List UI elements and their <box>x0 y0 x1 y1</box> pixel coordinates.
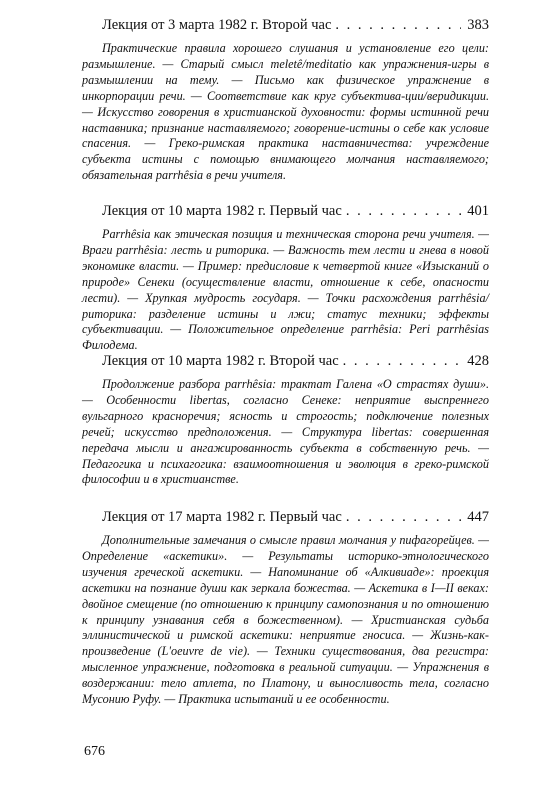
toc-entry <box>82 352 489 488</box>
entry-heading <box>102 202 489 220</box>
entry-summary: Продолжение разбора parrhêsia: трактат Галена «О страстях души». — Особенности libertas, согласно Сенеке: неприятие выспреннего вульгарного красноречия; ясность и строгость; подключение полезных речей; искусство предположения. — Структура libertas: совершенная передача мысли и ангажированность субъекта в собственную речь. — Педагогика и психагогика: взаимоотношения и эволюция в греко-римской философии и в христианстве. <box>82 377 489 487</box>
page-number: 676 <box>84 744 105 759</box>
leader-dots <box>343 352 462 370</box>
toc-entry <box>82 508 489 708</box>
leader-dots <box>346 508 461 526</box>
leader-dots <box>335 16 461 34</box>
entry-title: Лекция от 10 марта 1982 г. Второй час <box>102 353 339 369</box>
entry-heading <box>102 508 489 526</box>
entry-summary: Практические правила хорошего слушания и установление его цели: размышление. — Старый смысл meletê/meditatio как упражнения-игры в размышлении на тему. — Письмо как физическое упражнение в инкорпорации речи. — Соответствие как круг субъектива-ции/веридикции. — Искусство говорения в христианской духовности: формы истинной речи наставника; признание наставляемого; говорение-истины о себе как условие спасения. — Греко-римская практика наставничества: учреждение субъекта истины с помощью внимающего молчания наставляемого; обязательная parrhêsia в речи учителя. <box>82 41 489 183</box>
entry-heading <box>102 352 489 370</box>
entry-page: 447 <box>467 509 489 525</box>
entry-title: Лекция от 10 марта 1982 г. Первый час <box>102 203 342 219</box>
leader-dots <box>346 202 461 220</box>
entry-page: 428 <box>467 353 489 369</box>
entry-page: 383 <box>467 17 489 33</box>
entry-page: 401 <box>467 203 489 219</box>
entry-title: Лекция от 3 марта 1982 г. Второй час <box>102 17 332 33</box>
toc-entry <box>82 202 489 354</box>
entry-title: Лекция от 17 марта 1982 г. Первый час <box>102 509 342 525</box>
entry-summary: Дополнительные замечания о смысле правил молчания у пифагорейцев. — Определение «аскетики». — Результаты историко-этнологического изучения греческой аскетики. — Напоминание об «Алкивиаде»: проекция аскетики на познание души как зеркала божества. — Аскетика в I—II веках: двойное смещение (по отношению к принципу самопознания и по отношению к принципу узнавания себя в божественном). — Христианская судьба эллинистической и римской аскетики: неприятие гносиса. — Жизнь-как-произведение (L'oeuvre de vie). — Техники существования, два регистра: мысленное упражнение, подготовка в реальной ситуации. — Упражнения в воздержании: тело атлета, по Платону, и выносливость тела, согласно Мусонию Руфу. — Практика испытаний и ее особенности. <box>82 533 489 707</box>
entry-heading <box>102 16 489 34</box>
entry-summary: Parrhêsia как этическая позиция и техническая сторона речи учителя. — Враги parrhêsia: лесть и риторика. — Важность тем лести и гнева в новой экономике власти. — Пример: предисловие к четвертой книге «Изысканий о природе» Сенеки (осуществление власти, отношение к себе, опасности лести). — Хрупкая мудрость государя. — Точки расхождения parrhêsia/риторика: разделение истины и лжи; статус техники; эффекты субъективации. — Положительное определение parrhêsia: Peri parrhêsias Филодема. <box>82 227 489 353</box>
toc-entry <box>82 16 489 184</box>
